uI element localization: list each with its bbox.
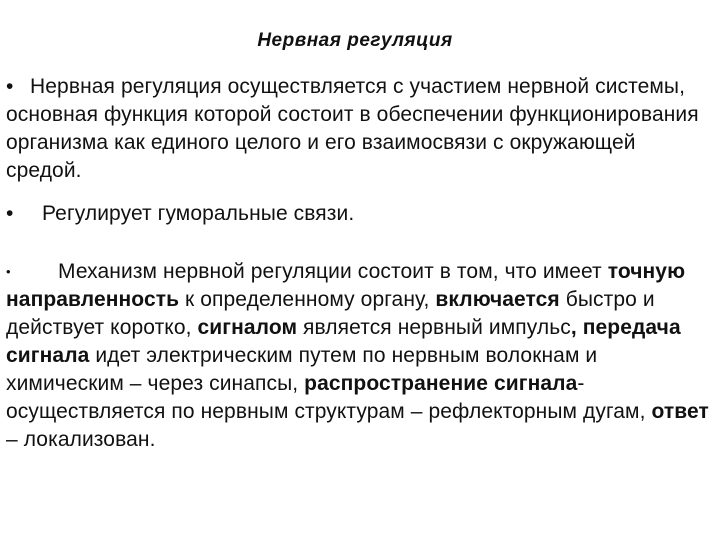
- bullet-item-2: [6, 200, 711, 228]
- bullet-marker: •: [6, 202, 14, 225]
- bullet-text-part: - осуществляется по нервным структурам – рефлекторным дугам,: [6, 372, 652, 424]
- bullet-text-part: является нервный импульс: [297, 316, 571, 340]
- bullet-bold-term: распространение сигнала: [304, 372, 578, 396]
- bullet-text: Регулирует гуморальные связи.: [42, 202, 355, 225]
- bullet-bold-term: ответ: [651, 400, 709, 424]
- bullet-text: Нервная регуляция осуществляется с участием нервной системы, основная функция которой состоит в обеспечении функционирования организма как единого целого и его взаимосвязи с окружающей средой.: [6, 75, 699, 182]
- slide-title: [0, 30, 720, 52]
- bullet-text-part: быстро и действует коротко,: [6, 288, 655, 340]
- bullet-item-1: [6, 73, 711, 185]
- bullet-bold-term: включается: [435, 288, 560, 312]
- bullet-item-3: [6, 258, 711, 454]
- bullet-text-part: – локализован.: [6, 428, 156, 452]
- bullet-text-part: к определенному органу,: [179, 288, 436, 312]
- bullet-marker: •: [6, 75, 14, 98]
- bullet-text-part: идет электрическим путем по нервным волокнам и химическим – через синапсы,: [6, 344, 598, 396]
- slide-title-text: Нервная регуляция: [257, 30, 453, 51]
- bullet-bold-term: сигналом: [197, 316, 298, 340]
- bullet-marker: •: [6, 264, 11, 280]
- bullet-bold-term: точную направленность: [6, 260, 686, 312]
- bullet-bold-term: , передача сигнала: [6, 316, 681, 368]
- bullet-text-part: Механизм нервной регуляции состоит в том, что имеет: [58, 260, 608, 283]
